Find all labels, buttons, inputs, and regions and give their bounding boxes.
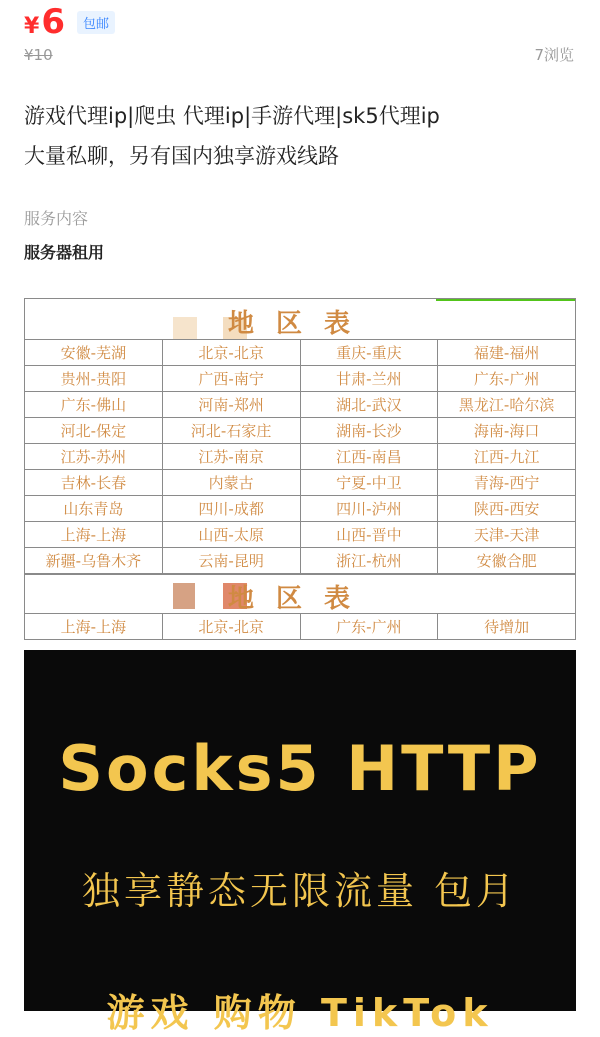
region-cell: 宁夏-中卫: [300, 470, 438, 496]
listing-image[interactable]: [24, 298, 576, 1035]
region-cell: 湖北-武汉: [300, 392, 438, 418]
region-cell: 广东-佛山: [25, 392, 163, 418]
region-cell: 广西-南宁: [162, 366, 300, 392]
region-row: [25, 496, 576, 522]
region-cell: 北京-北京: [162, 614, 300, 640]
region-cell: 吉林-长春: [25, 470, 163, 496]
service-label: 服务内容: [24, 209, 89, 228]
region-table-header: [24, 298, 576, 339]
free-shipping-badge: 包邮: [77, 11, 115, 34]
protocol-banner-text: Socks5 HTTP: [58, 732, 542, 805]
region-cell: 河南-郑州: [162, 392, 300, 418]
region-cell: 安徽-芜湖: [25, 340, 163, 366]
region-row: [25, 340, 576, 366]
region-cell: 黑龙江-哈尔滨: [438, 392, 576, 418]
region-table-2: [24, 613, 576, 640]
region-table-title: 地区表: [227, 309, 372, 339]
region-cell: 山西-晋中: [300, 522, 438, 548]
region-table: [24, 339, 576, 574]
region-cell: 河北-保定: [25, 418, 163, 444]
region-row: [25, 470, 576, 496]
region-row: [25, 614, 576, 640]
region-cell: 陕西-西安: [438, 496, 576, 522]
promo-banner: [24, 650, 576, 1035]
region-cell: 天津-天津: [438, 522, 576, 548]
service-value: 服务器租用: [24, 243, 105, 262]
region-cell: 福建-福州: [438, 340, 576, 366]
view-count: 7浏览: [534, 46, 574, 64]
region-cell: 北京-北京: [162, 340, 300, 366]
region-cell: 广东-广州: [300, 614, 438, 640]
region-cell: 青海-西宁: [438, 470, 576, 496]
region-cell: 四川-泸州: [300, 496, 438, 522]
original-price: ¥10: [24, 46, 53, 64]
region-row: [25, 366, 576, 392]
region-cell: 山西-太原: [162, 522, 300, 548]
region-cell: 山东青岛: [25, 496, 163, 522]
region-table-header-2: [24, 574, 576, 613]
region-cell: 云南-昆明: [162, 548, 300, 574]
region-row: [25, 444, 576, 470]
region-cell: 重庆-重庆: [300, 340, 438, 366]
promo-slogan: 独享静态无限流量 包月: [81, 869, 519, 913]
region-table-title-2: 地区表: [227, 584, 372, 614]
region-cell: 待增加: [438, 614, 576, 640]
region-cell: 新疆-乌鲁木齐: [25, 548, 163, 574]
region-cell: 湖南-长沙: [300, 418, 438, 444]
title-line-1: 游戏代理ip|爬虫 代理ip|手游代理|sk5代理ip: [24, 104, 440, 128]
region-cell: 江苏-苏州: [25, 444, 163, 470]
region-cell: 上海-上海: [25, 522, 163, 548]
promo-slogan-2: 游戏 购物 TikTok: [106, 991, 494, 1035]
region-cell: 江苏-南京: [162, 444, 300, 470]
price-row: [24, 0, 115, 44]
price-value: 6: [41, 2, 65, 42]
region-cell: 内蒙古: [162, 470, 300, 496]
region-cell: 海南-海口: [438, 418, 576, 444]
region-cell: 江西-九江: [438, 444, 576, 470]
region-cell: 河北-石家庄: [162, 418, 300, 444]
title-line-2: 大量私聊，另有国内独享游戏线路: [24, 144, 339, 168]
region-row: [25, 392, 576, 418]
region-cell: 贵州-贵阳: [25, 366, 163, 392]
region-cell: 江西-南昌: [300, 444, 438, 470]
region-cell: 安徽合肥: [438, 548, 576, 574]
region-cell: 广东-广州: [438, 366, 576, 392]
region-cell: 浙江-杭州: [300, 548, 438, 574]
region-cell: 四川-成都: [162, 496, 300, 522]
listing-title: [24, 96, 584, 176]
region-cell: 甘肃-兰州: [300, 366, 438, 392]
region-cell: 上海-上海: [25, 614, 163, 640]
region-row: [25, 522, 576, 548]
region-row: [25, 418, 576, 444]
price-currency: ¥: [24, 13, 40, 39]
region-row: [25, 548, 576, 574]
